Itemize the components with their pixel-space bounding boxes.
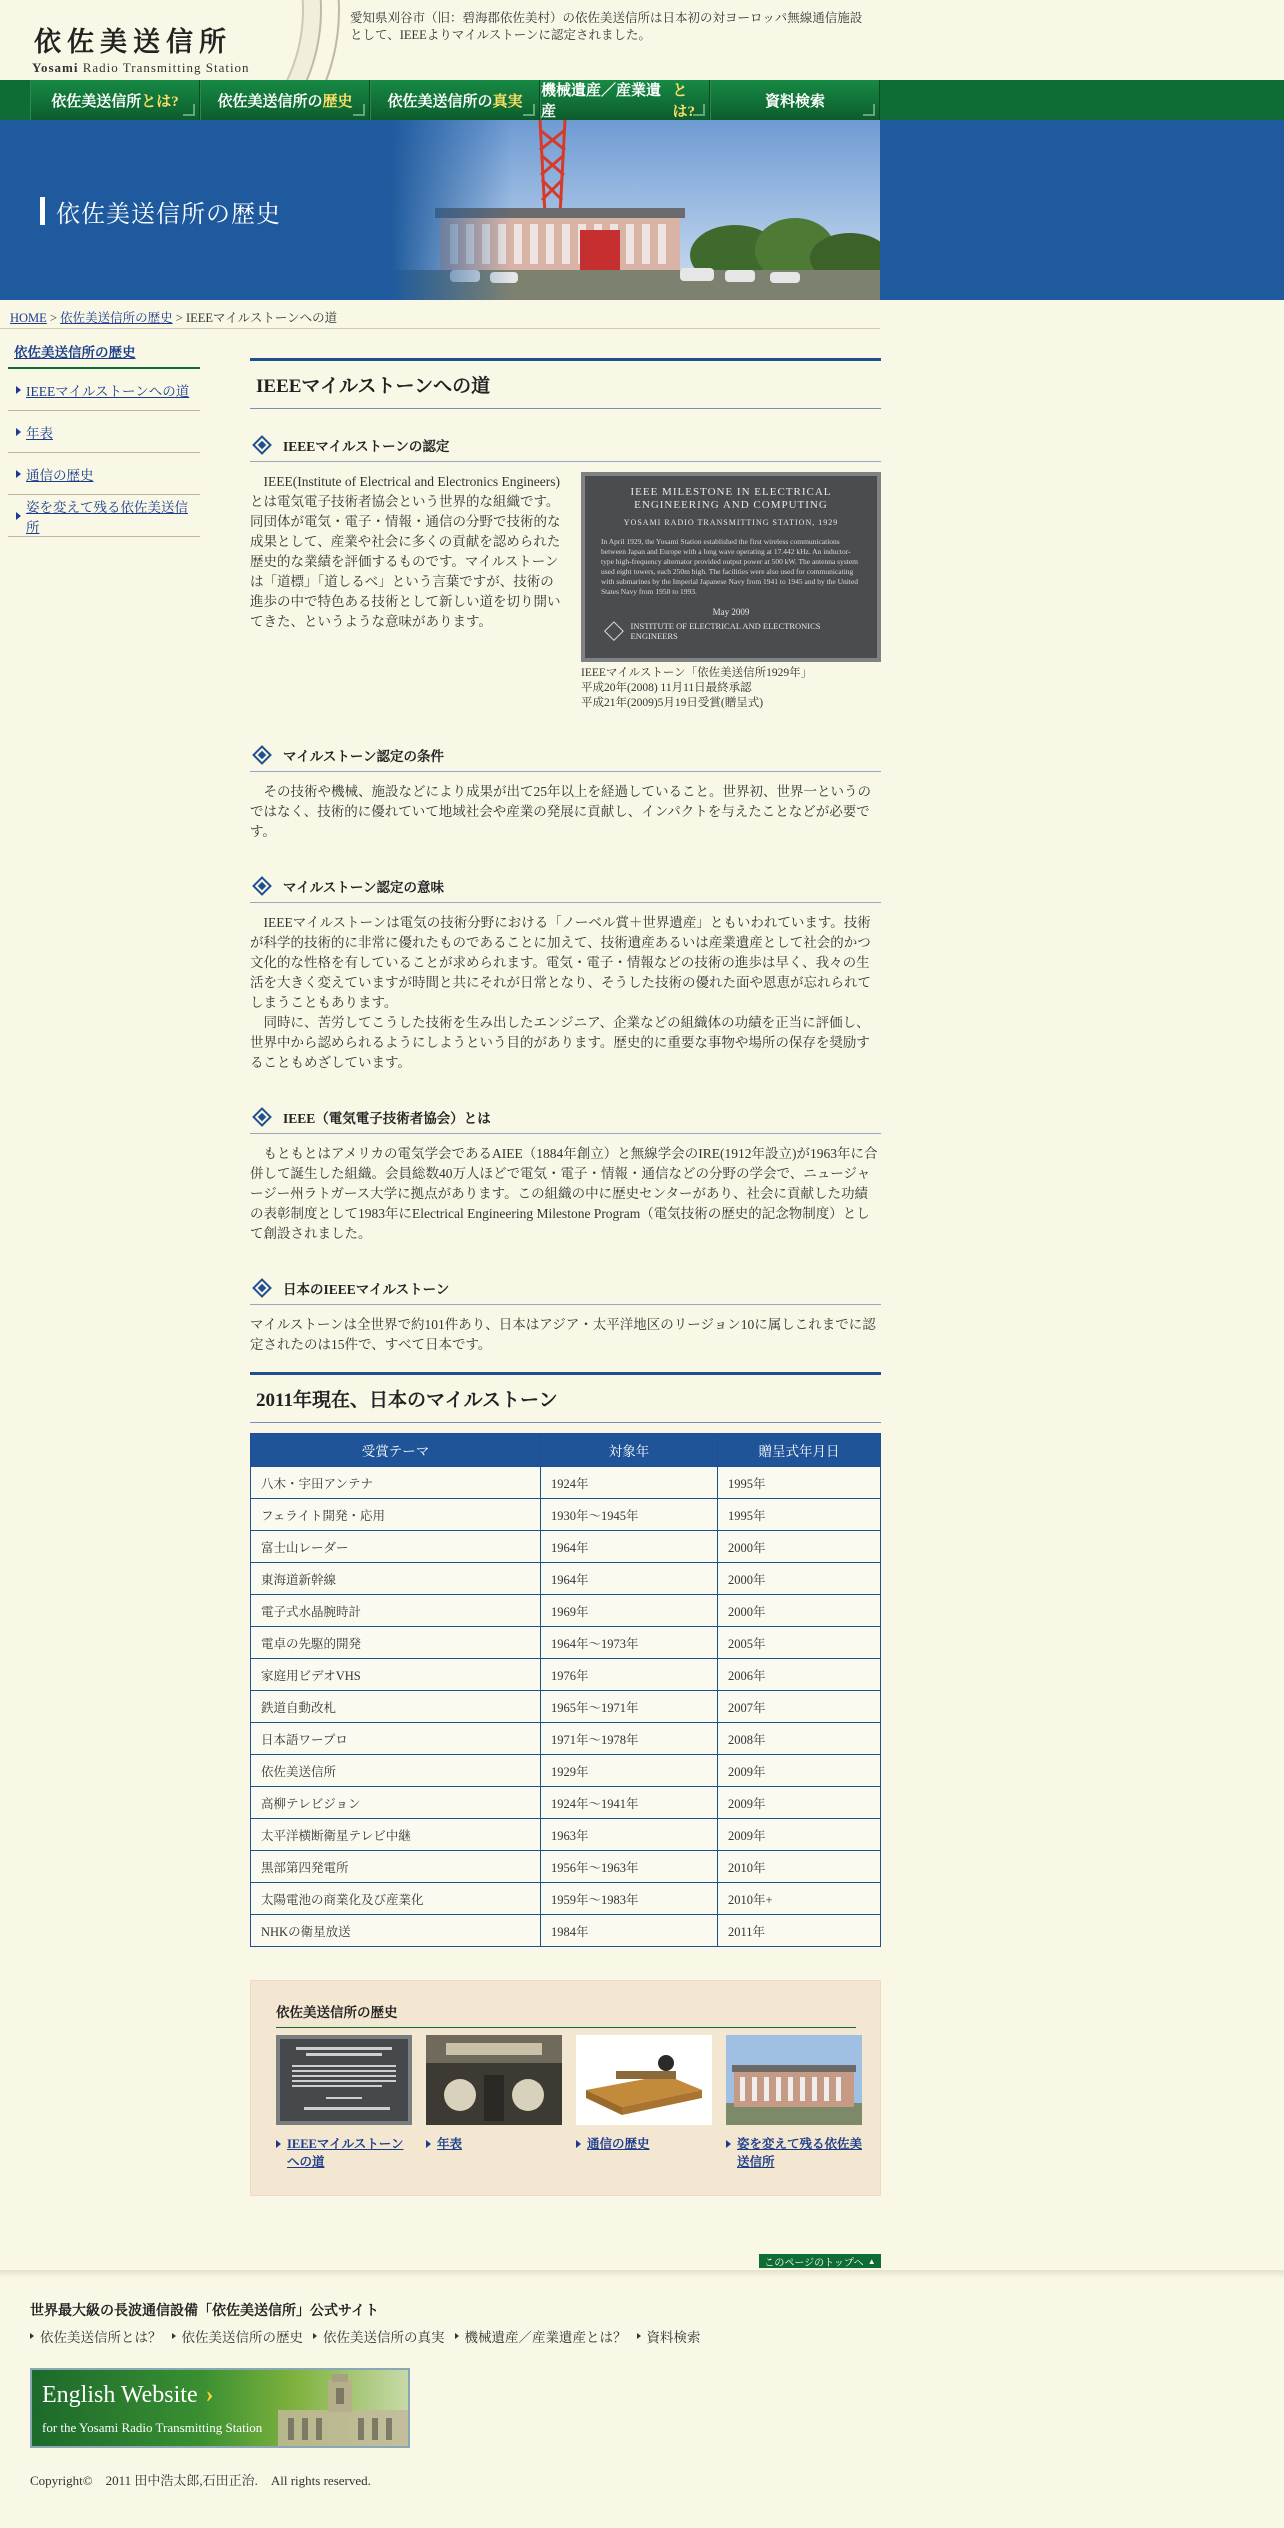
arrow-right-icon (30, 2333, 34, 2339)
divider (0, 328, 880, 329)
side-nav-item-comm-history[interactable] (8, 453, 200, 495)
nav-item-about[interactable]: 依佐美送信所 とは? (30, 80, 200, 120)
hero-banner (0, 120, 1284, 300)
breadcrumb-current: IEEEマイルストーンへの道 (185, 311, 338, 325)
english-website-subtitle: for the Yosami Radio Transmitting Station (42, 2420, 263, 2435)
arrow-right-icon (16, 386, 21, 394)
related-link-milestone[interactable]: IEEEマイルストーンへの道 (287, 2137, 404, 2169)
table-row: 太平洋横断衛星テレビ中継 1963年 2009年 (251, 1819, 881, 1851)
footer-link-history[interactable]: 依佐美送信所の歴史 (172, 2326, 304, 2346)
hero-title: 依佐美送信所の歴史 (56, 202, 281, 228)
certification-text: IEEE(Institute of Electrical and Electronics Engineers)とは電気電子技術者協会という世界的な組織です。同団体が電気・電子・情報・通信の分野で技術的な成果として、産業や社会に多くの貢献を認められた歴史的な業績を評価するものです。マイルストーンは「道標」「道しるべ」という言葉ですが、技術の進歩の中で特色ある技術として新しい道を切り開いてきた、というような意味があります。 (250, 474, 561, 629)
plaque-thumbnail[interactable] (276, 2035, 412, 2125)
header-description: 愛知県刈谷市（旧：碧海郡依佐美村）の依佐美送信所は日本初の対ヨーロッパ無線通信施設として、IEEEよりマイルストーンに認定されました。 (350, 11, 863, 42)
related-card-remains[interactable] (726, 2035, 862, 2171)
diamond-icon (252, 745, 272, 765)
plaque-date: May 2009 (712, 607, 750, 617)
certification-section (250, 472, 881, 711)
global-nav (0, 80, 1284, 120)
arrow-right-icon (426, 2140, 431, 2148)
column-header-ceremony: 贈呈式年月日 (718, 1434, 881, 1467)
side-nav-item-chronology[interactable] (8, 411, 200, 453)
plaque-title: IEEE MILESTONE IN ELECTRICAL ENGINEERING AND COMPUTING (630, 486, 832, 511)
site-logo-title[interactable]: 依佐美送信所 (34, 27, 232, 57)
side-nav (8, 338, 200, 537)
meters-thumbnail[interactable] (426, 2035, 562, 2125)
breadcrumb-home-link[interactable]: HOME (10, 311, 47, 325)
table-title: 2011年現在、日本のマイルストーン (250, 1372, 881, 1423)
table-row: 黒部第四発電所 1956年～1963年 2010年 (251, 1851, 881, 1883)
arrow-right-icon (313, 2333, 317, 2339)
table-row: 依佐美送信所 1929年 2009年 (251, 1755, 881, 1787)
copyright: Copyright© 2011 田中浩太郎,石田正治. All rights reserved. (30, 2473, 371, 2488)
related-link-remains[interactable]: 姿を変えて残る依佐美送信所 (737, 2137, 863, 2169)
plaque-footer: INSTITUTE OF ELECTRICAL AND ELECTRONICS ENGINEERS (601, 621, 861, 641)
side-nav-link[interactable]: IEEEマイルストーンへの道 (26, 383, 190, 399)
diamond-icon (252, 435, 272, 455)
arrow-right-icon (276, 2140, 281, 2148)
ieee-text: もともとはアメリカの電気学会であるAIEE（1884年創立）と無線学会のIRE(1912年設立)が1963年に合併して誕生した組織。会員総数40万人ほどで電気・電子・情報・通信などの分野の学会で、ニュージャージー州ラトガース大学に拠点があります。この組織の中に歴史センターがあり、社会に貢献した功績の表彰制度として1983年にElectrical Engineering Milestone Program（電気技術の歴史的記念物制度）として創設されました。 (250, 1146, 878, 1241)
english-website-banner[interactable] (30, 2368, 410, 2448)
related-card-comm-history[interactable] (576, 2035, 712, 2153)
footer-link-heritage[interactable]: 機械遺産／産業遺産とは？ (455, 2326, 627, 2346)
footer-link-search[interactable]: 資料検索 (637, 2326, 701, 2346)
related-card-chronology[interactable] (426, 2035, 562, 2153)
table-row: 富士山レーダー 1964年 2000年 (251, 1531, 881, 1563)
table-row: 高柳テレビジョン 1924年～1941年 2009年 (251, 1787, 881, 1819)
english-website-title: English Website › (42, 2382, 214, 2408)
section-heading-conditions: マイルストーン認定の条件 (250, 741, 881, 772)
breadcrumb-history-link[interactable]: 依佐美送信所の歴史 (60, 311, 173, 325)
arrow-right-icon (16, 512, 21, 520)
nav-item-search[interactable]: 資料検索 (710, 80, 880, 120)
related-link-comm-history[interactable]: 通信の歴史 (587, 2137, 650, 2151)
related-heading: 依佐美送信所の歴史 (276, 2001, 856, 2028)
site-logo-subtitle: Yosami Radio Transmitting Station (32, 60, 250, 75)
section-heading-meaning: マイルストーン認定の意味 (250, 872, 881, 903)
arrow-right-icon (637, 2333, 641, 2339)
breadcrumb-separator: > (46, 311, 61, 325)
diamond-icon (252, 1278, 272, 1298)
arrow-right-icon (16, 428, 21, 436)
table-row: 太陽電池の商業化及び産業化 1959年～1983年 2010年+ (251, 1883, 881, 1915)
column-header-theme: 受賞テーマ (251, 1434, 541, 1467)
japan-text: マイルストーンは全世界で約101件あり、日本はアジア・太平洋地区のリージョン10に属しこれまでに認定されたのは15件で、すべて日本です。 (250, 1317, 876, 1352)
conditions-text: その技術や機械、施設などにより成果が出て25年以上を経過していること。世界初、世界一というのではなく、技術的に優れていて地域社会や産業の発展に貢献し、インパクトを与えたことなどが必要です。 (250, 784, 871, 839)
building-thumbnail[interactable] (726, 2035, 862, 2125)
hero-title-bar (40, 197, 45, 225)
milestone-table (250, 1433, 881, 1947)
plaque-subtitle: YOSAMI RADIO TRANSMITTING STATION, 1929 (623, 518, 839, 527)
nav-item-history[interactable]: 依佐美送信所の 歴史 (200, 80, 370, 120)
meaning-text-1: IEEEマイルストーンは電気の技術分野における「ノーベル賞＋世界遺産」ともいわれています。技術が科学的技術的に非常に優れたものであることに加えて、技術遺産あるいは産業遺産として社会的かつ文化的な性格を有していることが求められます。電気・電子・情報などの技術の進歩は早く、我々の生活を大きく変えていますが時間と共にそれが日常となり、そうした技術の優れた面や恩恵が忘れられてしまうこともあります。 (250, 915, 871, 1010)
section-heading-ieee: IEEE（電気電子技術者協会）とは (250, 1103, 881, 1134)
arrow-right-icon (455, 2333, 459, 2339)
chevron-right-icon: › (205, 2382, 214, 2408)
ieee-logo-icon (604, 621, 623, 640)
side-nav-link[interactable]: 姿を変えて残る依佐美送信所 (26, 499, 188, 535)
breadcrumb-separator: > (172, 311, 186, 325)
table-row: 日本語ワープロ 1971年～1978年 2008年 (251, 1723, 881, 1755)
footer-nav (30, 2326, 711, 2346)
nav-item-heritage[interactable]: 機械遺産／産業遺産 とは? (540, 80, 710, 120)
related-card-milestone[interactable] (276, 2035, 412, 2171)
section-heading-certification: IEEEマイルストーンの認定 (250, 431, 881, 462)
side-nav-link[interactable]: 年表 (26, 425, 53, 441)
footer-title: 世界最大級の長波通信設備「依佐美送信所」公式サイト (30, 2304, 380, 2319)
table-row: 八木・宇田アンテナ 1924年 1995年 (251, 1467, 881, 1499)
diamond-icon (252, 1107, 272, 1127)
footer-link-truth[interactable]: 依佐美送信所の真実 (313, 2326, 445, 2346)
meaning-text-2: 同時に、苦労してこうした技術を生み出したエンジニア、企業などの組織体の功績を正当に評価し、世界中から認められるようにしようという目的があります。歴史的に重要な事物や場所の保存を奨励することもめざしています。 (250, 1015, 870, 1070)
side-nav-item-milestone[interactable] (8, 369, 200, 411)
table-row: NHKの衛星放送 1984年 2011年 (251, 1915, 881, 1947)
diamond-icon (252, 876, 272, 896)
side-nav-link[interactable]: 通信の歴史 (26, 467, 94, 483)
plaque-caption: IEEEマイルストーン「依佐美送信所1929年」 平成20年(2008) 11月11日最終承認 平成21年(2009)5月19日受賞(贈呈式) (581, 667, 813, 709)
arrow-right-icon (576, 2140, 581, 2148)
related-links-box (250, 1980, 881, 2196)
plaque-figure (581, 472, 881, 711)
table-header-row (251, 1434, 881, 1467)
table-row: フェライト開発・応用 1930年～1945年 1995年 (251, 1499, 881, 1531)
related-link-chronology[interactable]: 年表 (437, 2137, 463, 2151)
side-nav-heading[interactable]: 依佐美送信所の歴史 (8, 338, 200, 369)
breadcrumb (10, 308, 337, 326)
milestone-plaque-image (581, 472, 881, 662)
side-nav-item-remains[interactable] (8, 495, 200, 537)
arrow-up-icon: ▲ (867, 2256, 876, 2266)
table-row: 電子式水晶腕時計 1969年 2000年 (251, 1595, 881, 1627)
arrow-right-icon (172, 2333, 176, 2339)
column-header-year: 対象年 (541, 1434, 718, 1467)
footer-link-about[interactable]: 依佐美送信所とは？ (30, 2326, 162, 2346)
main-content (250, 358, 881, 1355)
site-header (0, 0, 1284, 80)
page-title: IEEEマイルストーンへの道 (250, 358, 881, 409)
table-row: 東海道新幹線 1964年 2000年 (251, 1563, 881, 1595)
section-heading-japan: 日本のIEEEマイルストーン (250, 1274, 881, 1305)
telegraph-key-thumbnail[interactable] (576, 2035, 712, 2125)
station-building-photo (390, 120, 880, 300)
table-row: 電卓の先駆的開発 1964年～1973年 2005年 (251, 1627, 881, 1659)
nav-item-truth[interactable]: 依佐美送信所の 真実 (370, 80, 540, 120)
page-top-button[interactable]: このページのトップへ ▲ (759, 2254, 881, 2268)
arrow-right-icon (16, 470, 21, 478)
footer-divider (0, 2270, 1284, 2278)
milestone-table-section (250, 1372, 881, 1947)
plaque-body: In April 1929, the Yosami Station established the first wireless communications between Japan and Europe with a long wave operating at 17.442 kHz. An inductor-type high-frequency alternator provided output power at 500 kW. The antenna system used eight towers, each 250m high. The facilities were also used for communicating with submarines by the Imperial Japanese Navy from 1941 to 1945 and by the United States Navy from 1950 to 1993. (601, 537, 859, 596)
table-row: 家庭用ビデオVHS 1976年 2006年 (251, 1659, 881, 1691)
arrow-right-icon (726, 2140, 731, 2148)
table-row: 鉄道自動改札 1965年～1971年 2007年 (251, 1691, 881, 1723)
